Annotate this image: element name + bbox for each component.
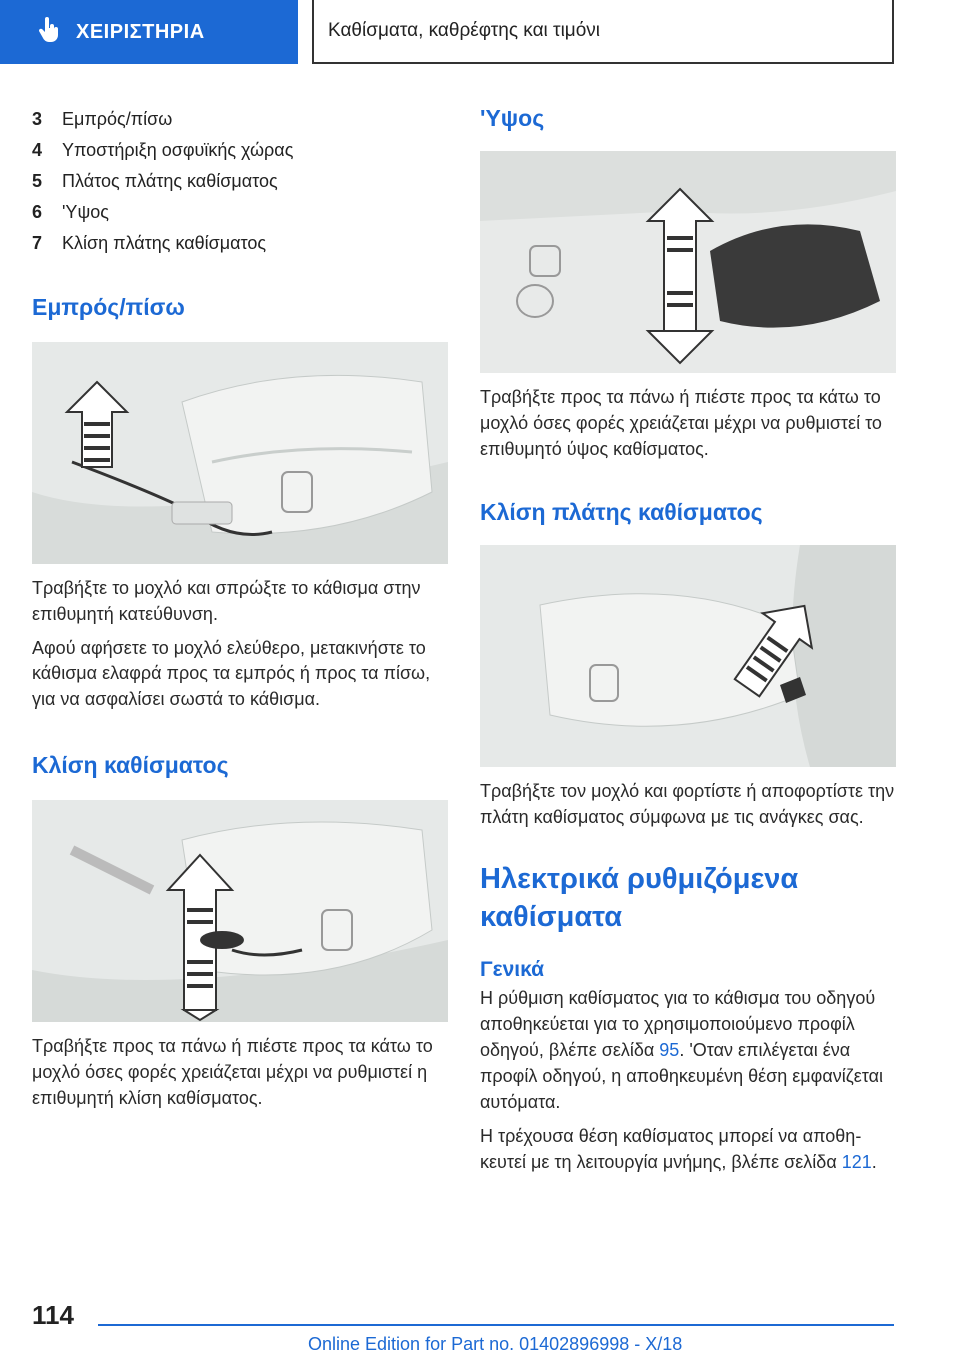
paragraph: Τραβήξτε τον μοχλό και φορτίστε ή αποφορτίστε την πλάτη καθίσματος σύμφωνα με τις ανάγκες σας. xyxy=(480,781,895,828)
list-item xyxy=(32,228,448,259)
list-item xyxy=(32,104,448,135)
list-item-text: Κλίση πλάτης καθίσματος xyxy=(62,233,267,253)
paragraph-text: Η τρέχουσα θέση καθίσματος μπορεί να αποθηκευτεί με τη λειτουργία μνήμης, βλέπε σελίδα xyxy=(480,1125,862,1172)
section-heading-height: 'Υψος xyxy=(480,105,545,131)
paragraph-text: . xyxy=(871,1151,877,1172)
list-item-number: 6 xyxy=(32,202,43,222)
page-reference-link[interactable]: 121 xyxy=(841,1151,872,1172)
list-item-text: Πλάτος πλάτης καθίσματος xyxy=(62,171,278,191)
paragraph-text: . 'Οταν επιλέγεται ένα προφίλ οδηγού, η αποθηκευμένη θέση εμφανίζεται αυτόματα. xyxy=(480,1040,883,1113)
section-heading-seat-tilt: Κλίση καθίσματος xyxy=(32,752,229,779)
list-item-text: Εμπρός/πίσω xyxy=(62,109,173,129)
chapter-title: Καθίσματα, καθρέφτης και τιμόνι xyxy=(328,20,601,41)
left-column xyxy=(32,104,448,1112)
page-reference-link[interactable]: 95 xyxy=(659,1040,680,1061)
seat-fore-aft-illustration xyxy=(32,342,448,564)
section-heading-electric-seats: Ηλεκτρικά ρυθμιζόμενα καθίσματα xyxy=(480,863,799,933)
list-item xyxy=(32,135,448,166)
footer-divider xyxy=(98,1324,894,1326)
list-item-text: 'Υψος xyxy=(62,202,109,222)
list-item-number: 7 xyxy=(32,233,43,253)
hand-pointer-icon xyxy=(38,17,60,48)
list-item-number: 3 xyxy=(32,109,43,129)
paragraph: Τραβήξτε το μοχλό και σπρώξτε το κάθισμα στην επιθυμητή κατεύθυνση. xyxy=(32,577,421,624)
list-item-number: 4 xyxy=(32,140,43,160)
paragraph xyxy=(480,1124,896,1176)
list-item-text: Υποστήριξη οσφυϊκής χώρας xyxy=(62,140,294,160)
backrest-tilt-illustration xyxy=(480,545,896,767)
chapter-tab[interactable] xyxy=(0,0,298,64)
paragraph: Αφού αφήσετε το μοχλό ελεύθερο, μετακινήστε το κάθισμα ελαφρά προς τα εμπρός ή προς τα πίσω, για να ασφαλίσει σωστά το κάθισμα. xyxy=(32,637,431,710)
seat-tilt-illustration xyxy=(32,800,448,1022)
legend-list xyxy=(32,104,448,259)
seat-height-illustration xyxy=(480,151,896,373)
section-heading-backrest-tilt: Κλίση πλάτης καθίσματος xyxy=(480,499,763,526)
paragraph xyxy=(480,986,896,1116)
chapter-tab-label: ΧΕΙΡΙΣΤΗΡΙΑ xyxy=(76,20,205,43)
section-heading-fore-aft: Εμπρός/πίσω xyxy=(32,294,185,320)
list-item xyxy=(32,166,448,197)
paragraph-text: Η ρύθμιση καθίσματος για το κάθισμα του οδηγού αποθηκεύεται για το χρησιμοποιούμενο προφίλ οδηγού, βλέπε σελίδα xyxy=(480,988,876,1061)
chapter-title-box xyxy=(312,0,894,64)
list-item xyxy=(32,197,448,228)
page-number: 114 xyxy=(32,1300,74,1330)
subheading-general: Γενικά xyxy=(480,958,545,982)
paragraph: Τραβήξτε προς τα πάνω ή πιέστε προς τα κάτω το μοχλό όσες φορές χρειάζεται μέχρι να ρυθμιστεί η επιθυμητή κλίση καθίσματος. xyxy=(32,1036,433,1108)
paragraph: Τραβήξτε προς τα πάνω ή πιέστε προς τα κάτω το μοχλό όσες φορές χρειάζεται μέχρι να ρυθμιστεί το επιθυμητό ύψος καθίσματος. xyxy=(480,386,882,459)
right-column xyxy=(480,104,896,1176)
list-item-number: 5 xyxy=(32,171,43,191)
edition-text: Online Edition for Part no. 01402896998 - X/18 xyxy=(308,1334,683,1354)
